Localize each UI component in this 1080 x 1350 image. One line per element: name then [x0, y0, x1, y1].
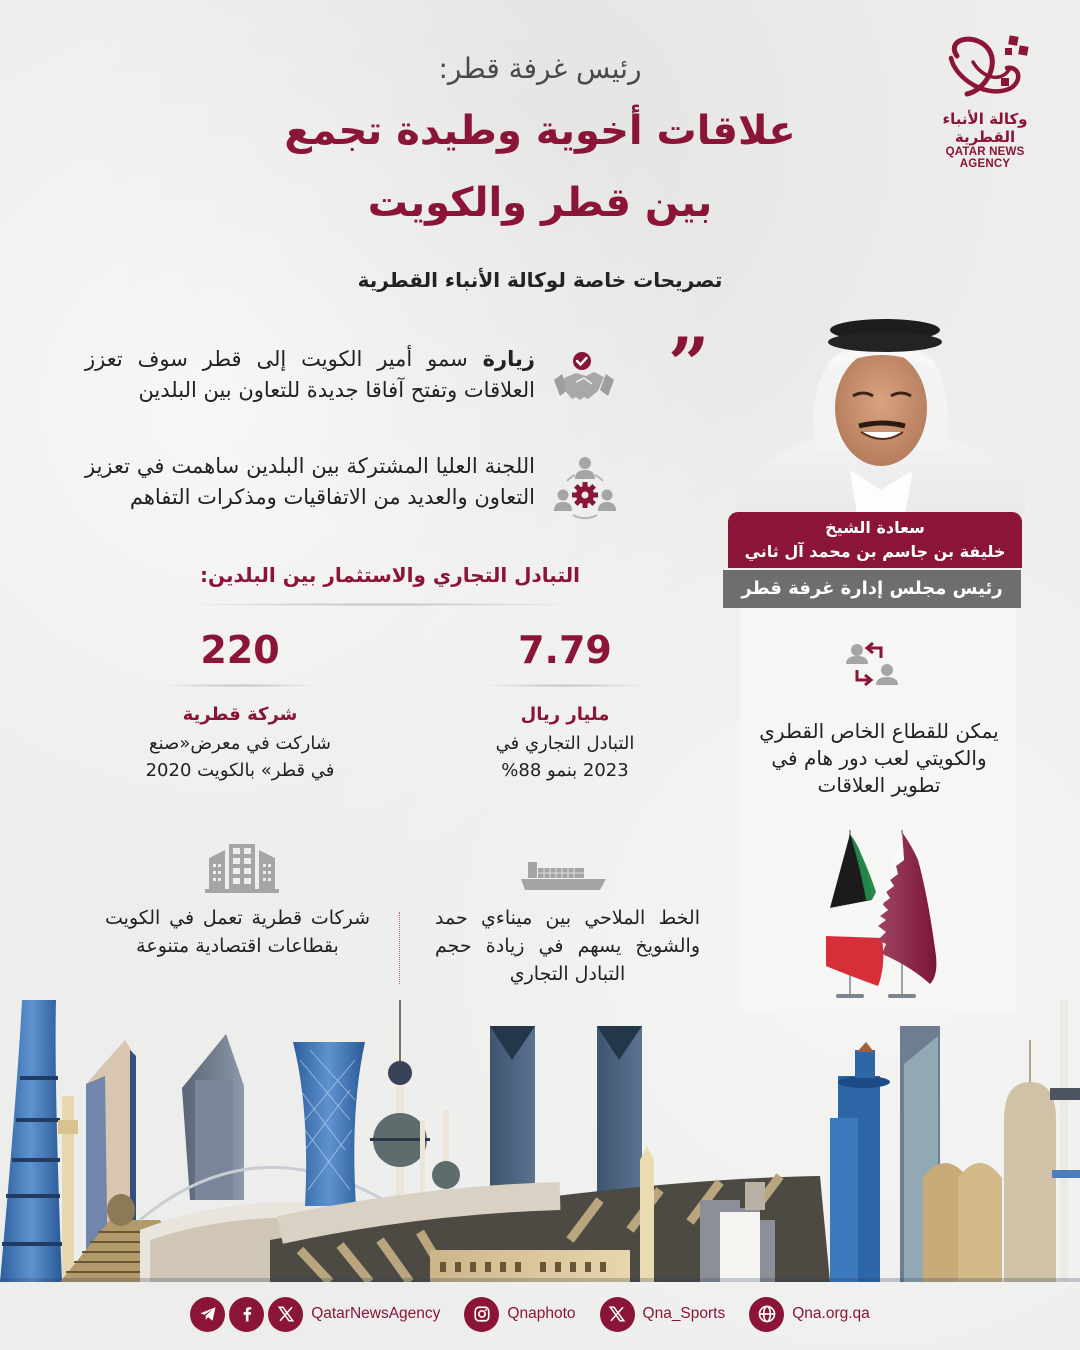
headline-line-1: علاقات أخوية وطيدة تجمع — [284, 108, 796, 154]
person-honorific: سعادة الشيخ — [825, 518, 925, 537]
fact-shipping-line: الخط الملاحي بين ميناءي حمد والشويخ يسهم في زيادة حجم التبادل التجاري — [435, 907, 700, 985]
footer-handle-qatarnewsagency[interactable]: QatarNewsAgency — [311, 1305, 441, 1322]
person-role: رئيس مجلس إدارة غرفة قطر — [723, 570, 1021, 608]
quote-mark-icon: ” — [668, 321, 710, 406]
statement-1 — [85, 344, 535, 406]
stat-trade-desc-line1: التبادل التجاري في — [495, 733, 635, 754]
stat-companies-desc — [110, 730, 370, 784]
team-gear-icon — [553, 455, 617, 525]
person-name: خليفة بن جاسم بن محمد آل ثاني — [744, 542, 1006, 561]
fact-qatari-companies: شركات قطرية تعمل في الكويت بقطاعات اقتصادية متنوعة — [105, 907, 370, 957]
facebook-icon[interactable] — [229, 1297, 264, 1332]
statement-1-lead: زيارة — [482, 347, 535, 371]
statement-2: اللجنة العليا المشتركة بين البلدين ساهمت في تعزيز التعاون والعديد من الاتفاقيات ومذكرات التفاهم — [85, 454, 535, 509]
x-icon[interactable] — [268, 1297, 303, 1332]
footer-handle-website[interactable]: Qna.org.qa — [792, 1305, 870, 1322]
x-icon[interactable] — [600, 1297, 635, 1332]
headline-line-2: بين قطر والكويت — [367, 180, 713, 226]
side-panel-text: يمكن للقطاع الخاص القطري والكويتي لعب دور هام في تطوير العلاقات — [759, 719, 999, 797]
stat-trade-desc — [435, 730, 695, 784]
stat-trade-desc-line2: 2023 بنمو 88% — [501, 760, 629, 781]
vertical-divider — [399, 912, 400, 984]
stat-trade-unit: مليار ريال — [520, 704, 610, 725]
footer-handle-qna-sports[interactable]: Qna_Sports — [642, 1305, 726, 1322]
logo-name-en: QATAR NEWS AGENCY — [945, 146, 1025, 170]
cargo-ship-icon — [520, 858, 612, 898]
stat-trade-value: 7.79 — [518, 628, 612, 672]
kicker: رئيس غرفة قطر: — [438, 52, 642, 85]
telegram-icon[interactable] — [190, 1297, 225, 1332]
divider — [170, 603, 590, 606]
instagram-icon[interactable] — [464, 1297, 499, 1332]
stat-companies-value: 220 — [200, 628, 280, 672]
buildings-icon — [205, 842, 279, 898]
doha-kuwait-skyline-illustration — [0, 1000, 1080, 1282]
subtitle: تصريحات خاصة لوكالة الأنباء القطرية — [357, 268, 723, 292]
kuwait-qatar-flags — [800, 826, 940, 1010]
logo-name-ar: وكالة الأنباء القطرية — [942, 110, 1028, 146]
person-name-box — [728, 512, 1022, 568]
social-footer — [0, 1294, 1080, 1334]
statement-1-text: سمو أمير الكويت إلى قطر سوف تعزز العلاقات وتفتح آفاقا جديدة للتعاون بين البلدين — [85, 347, 535, 402]
stat-companies-unit: شركة قطرية — [182, 704, 298, 725]
person-portrait — [735, 300, 1025, 515]
footer-handle-qnaphoto[interactable]: Qnaphoto — [507, 1305, 576, 1322]
divider — [480, 684, 650, 687]
globe-icon[interactable] — [749, 1297, 784, 1332]
stat-companies-desc-line2: في قطر» بالكويت 2020 — [145, 760, 335, 781]
handshake-check-icon — [552, 350, 616, 414]
trade-section-title: التبادل التجاري والاستثمار بين البلدين: — [200, 563, 580, 587]
divider — [155, 684, 325, 687]
people-exchange-icon — [845, 640, 901, 692]
stat-companies-desc-line1: شاركت في معرض«صنع — [149, 733, 331, 754]
